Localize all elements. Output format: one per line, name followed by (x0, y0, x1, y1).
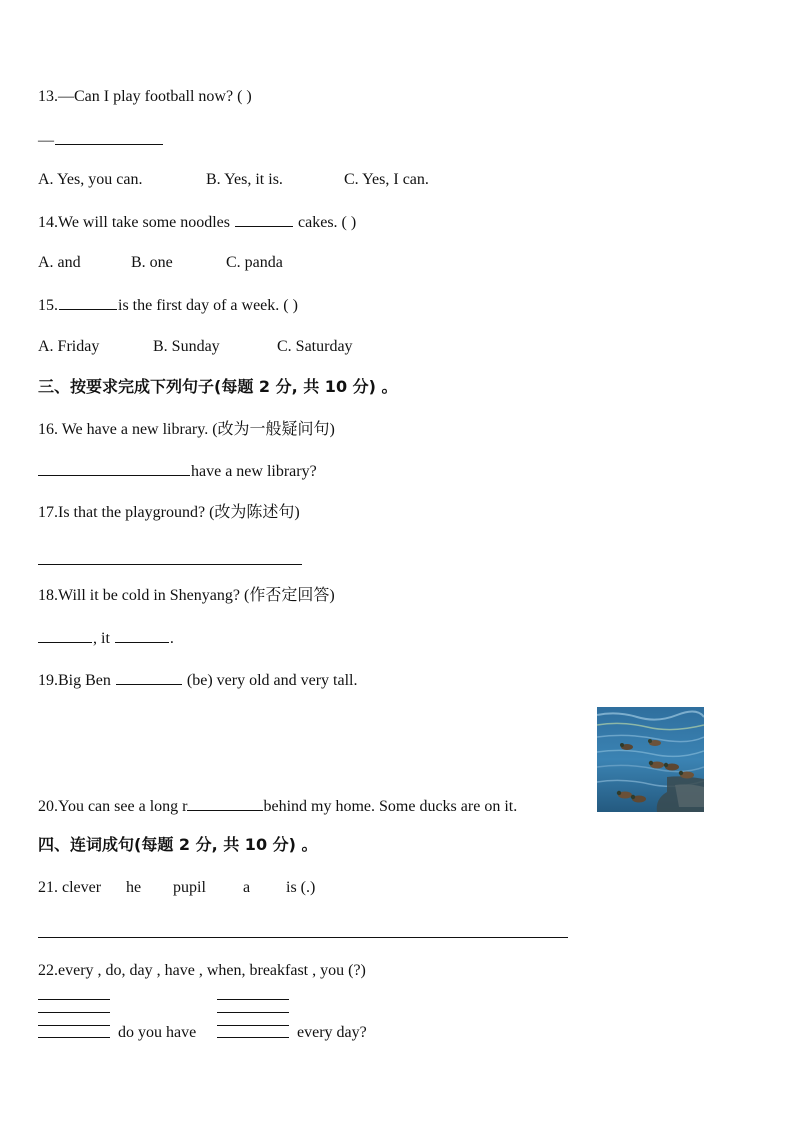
q22-middle: do you have (118, 1024, 197, 1041)
q13-options (38, 170, 429, 190)
q21-word: is (.) (286, 879, 316, 896)
q14-question (38, 212, 356, 233)
q22-blank-2-line[interactable] (217, 1025, 289, 1026)
q22-blank-2-line[interactable] (217, 1037, 289, 1038)
q17-answer-blank[interactable] (38, 564, 302, 565)
q14-pre: 14.We will take some noodles (38, 214, 231, 231)
q20-post: behind my home. Some ducks are on it. (263, 798, 518, 815)
q14-options (38, 253, 283, 273)
q20-pre: 20.You can see a long r (38, 798, 188, 815)
q15-option-a[interactable]: A. Friday (38, 338, 100, 355)
q21-word: pupil (173, 879, 206, 896)
q15-option-c[interactable]: C. Saturday (277, 338, 353, 355)
q15-question (38, 295, 298, 316)
ducks-on-river-image (597, 707, 704, 812)
q21-word: clever (62, 879, 102, 896)
q22-blank-1-line[interactable] (38, 1012, 110, 1013)
q15-options (38, 337, 353, 357)
q21-question (38, 878, 315, 898)
q16-question: 16. We have a new library. (改为一般疑问句) (38, 421, 335, 438)
q21-word: a (243, 879, 251, 896)
q16-answer (38, 461, 317, 482)
q13-answer-line (38, 130, 164, 151)
q17-question: 17.Is that the playground? (改为陈述句) (38, 504, 300, 521)
q21-num: 21. (38, 879, 58, 896)
q16-answer-post: have a new library? (191, 463, 317, 480)
q19-question (38, 670, 358, 691)
q19-blank[interactable] (116, 670, 182, 685)
q14-option-a[interactable]: A. and (38, 254, 81, 271)
q13-question: 13.—Can I play football now? ( ) (38, 88, 252, 105)
q18-end: . (169, 630, 174, 647)
q13-option-a[interactable]: A. Yes, you can. (38, 171, 143, 188)
q22-blank-2-line[interactable] (217, 1012, 289, 1013)
q22-blank-1-line[interactable] (38, 999, 110, 1000)
q18-question: 18.Will it be cold in Shenyang? (作否定回答) (38, 587, 335, 604)
q22-blank-1-line[interactable] (38, 1037, 110, 1038)
q21-word: he (126, 879, 142, 896)
q14-blank[interactable] (235, 212, 293, 227)
q13-answer-blank[interactable] (55, 130, 163, 145)
q13-dash: — (38, 132, 54, 149)
q18-blank-2[interactable] (115, 628, 169, 643)
q15-blank[interactable] (59, 295, 117, 310)
q19-pre: 19.Big Ben (38, 672, 111, 689)
q22-end: every day? (297, 1024, 367, 1041)
q20-blank[interactable] (187, 796, 263, 811)
q20-question (38, 796, 517, 817)
q22-blank-1-line[interactable] (38, 1025, 110, 1026)
section-3-heading: 三、按要求完成下列句子(每题 2 分, 共 10 分) 。 (38, 377, 398, 396)
q18-answer (38, 628, 174, 649)
q13-option-b[interactable]: B. Yes, it is. (206, 171, 283, 188)
q15-num: 15. (38, 297, 58, 314)
q15-option-b[interactable]: B. Sunday (153, 338, 220, 355)
q18-mid: , it (93, 630, 110, 647)
q16-blank[interactable] (38, 461, 190, 476)
q14-post: cakes. ( ) (298, 214, 357, 231)
q22-blank-2-line[interactable] (217, 999, 289, 1000)
q22-question: 22.every , do, day , have , when, breakfast , you (?) (38, 962, 366, 979)
q14-option-c[interactable]: C. panda (226, 254, 283, 271)
q14-option-b[interactable]: B. one (131, 254, 173, 271)
q15-post: is the first day of a week. ( ) (118, 297, 298, 314)
q19-post: (be) very old and very tall. (186, 672, 358, 689)
q13-option-c[interactable]: C. Yes, I can. (344, 171, 429, 188)
q18-blank-1[interactable] (38, 628, 92, 643)
q21-answer-blank[interactable] (38, 937, 568, 938)
section-4-heading: 四、连词成句(每题 2 分, 共 10 分) 。 (38, 835, 318, 854)
